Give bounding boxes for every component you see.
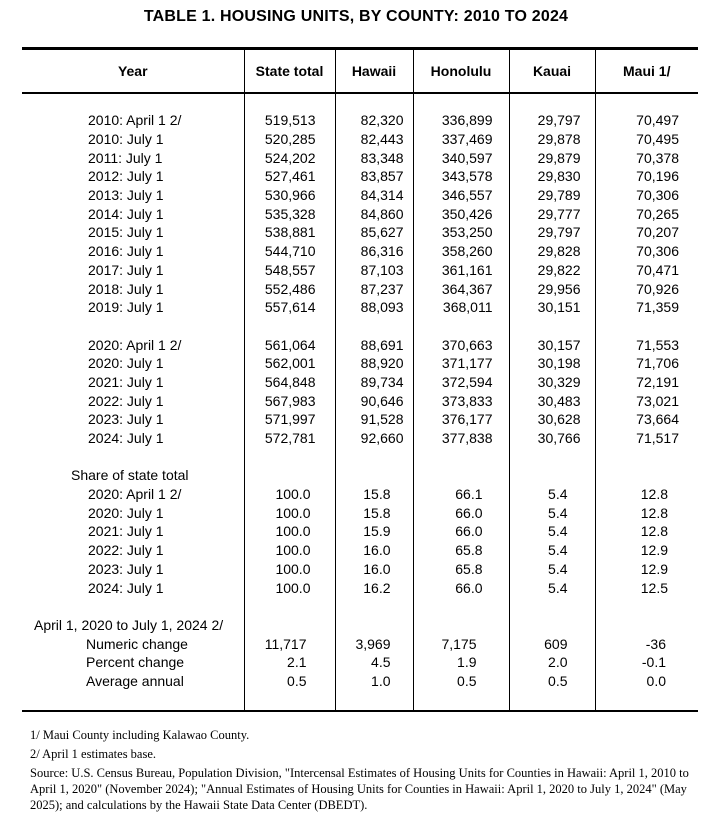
cell-value: 373,833 [413,391,509,410]
table-row [22,391,698,410]
table-row [22,261,698,280]
table-row [22,148,698,167]
table-row [22,279,698,298]
row-label: 2010: April 1 2/ [88,112,182,129]
header-state-total: State total [244,49,335,94]
cell-value: 353,250 [413,223,509,242]
cell-value: 100.0 [244,522,335,541]
cell-value: 100.0 [244,578,335,597]
row-label: 2022: July 1 [88,392,164,409]
row-label: 2020: July 1 [88,355,164,372]
cell-value: 12.5 [595,578,698,597]
cell-value: 0.5 [244,672,335,691]
row-label: 2016: July 1 [88,243,164,260]
cell-value: 11,717 [244,634,335,653]
cell-value: 561,064 [244,335,335,354]
cell-value: 85,627 [335,223,413,242]
cell-value: 0.0 [595,672,698,691]
footnotes [30,727,702,813]
cell-value: 70,306 [595,242,698,261]
cell-value: 524,202 [244,148,335,167]
cell-value: 70,926 [595,279,698,298]
row-label: Average annual [86,672,184,689]
cell-value: 370,663 [413,335,509,354]
cell-value: 71,359 [595,298,698,317]
table-row [22,204,698,223]
cell-value: 29,797 [509,111,595,130]
cell-value: 5.4 [509,503,595,522]
table-row [22,335,698,354]
table-row [22,653,698,672]
cell-value: 86,316 [335,242,413,261]
table-row [22,242,698,261]
table-row [22,429,698,448]
cell-value: 12.8 [595,485,698,504]
cell-value: 70,196 [595,167,698,186]
cell-value: 65.8 [413,560,509,579]
table-end-row [22,690,698,711]
cell-value: 70,306 [595,186,698,205]
cell-value: 30,483 [509,391,595,410]
cell-value: 2.0 [509,653,595,672]
cell-value: 530,966 [244,186,335,205]
cell-value: 66.0 [413,578,509,597]
cell-value: 82,443 [335,130,413,149]
table-row [22,541,698,560]
cell-value: 73,021 [595,391,698,410]
source-note: Source: U.S. Census Bureau, Population Division, "Intercensal Estimates of Housing Units for Counties in Hawaii: April 1, 2010 to April 1, 2020" (November 2024); "Annual Estimates of Housing Units for Counties in Hawaii: April 1, 2020 to July 1, 2024" (May 2025); and calculations by the Hawaii State Data Center (DBEDT). [30,766,689,812]
cell-value: 527,461 [244,167,335,186]
cell-value: 71,706 [595,354,698,373]
row-label: 2024: July 1 [88,579,164,596]
cell-value: 70,378 [595,148,698,167]
cell-value: 3,969 [335,634,413,653]
cell-value: 88,920 [335,354,413,373]
cell-value: 346,557 [413,186,509,205]
cell-value: 336,899 [413,111,509,130]
header-honolulu: Honolulu [413,49,509,94]
cell-value: 100.0 [244,560,335,579]
cell-value: 29,828 [509,242,595,261]
spacer-row [22,447,698,466]
cell-value: 519,513 [244,111,335,130]
cell-value: 376,177 [413,410,509,429]
cell-value: 100.0 [244,503,335,522]
cell-value: 30,198 [509,354,595,373]
table-row [22,167,698,186]
table-row [22,578,698,597]
cell-value: 538,881 [244,223,335,242]
change-heading [22,616,698,635]
cell-value: 30,628 [509,410,595,429]
cell-value: 100.0 [244,541,335,560]
cell-value: 2.1 [244,653,335,672]
spacer-row [22,93,698,111]
cell-value: 16.2 [335,578,413,597]
cell-value: 337,469 [413,130,509,149]
table-row [22,186,698,205]
cell-value: 343,578 [413,167,509,186]
cell-value: 15.8 [335,485,413,504]
cell-value: 73,664 [595,410,698,429]
cell-value: 92,660 [335,429,413,448]
cell-value: 70,265 [595,204,698,223]
cell-value: 100.0 [244,485,335,504]
cell-value: 535,328 [244,204,335,223]
table-row [22,672,698,691]
cell-value: 84,860 [335,204,413,223]
cell-value: 29,797 [509,223,595,242]
cell-value: 29,830 [509,167,595,186]
row-label: 2021: July 1 [88,373,164,390]
cell-value: 15.9 [335,522,413,541]
cell-value: 371,177 [413,354,509,373]
cell-value: 361,161 [413,261,509,280]
cell-value: 83,857 [335,167,413,186]
row-label: 2015: July 1 [88,224,164,241]
cell-value: 364,367 [413,279,509,298]
housing-units-table [22,47,698,712]
cell-value: 340,597 [413,148,509,167]
cell-value: 16.0 [335,541,413,560]
cell-value: 0.5 [413,672,509,691]
share-heading-label: Share of state total [71,467,189,484]
table-row [22,373,698,392]
cell-value: 0.5 [509,672,595,691]
spacer-row [22,317,698,336]
cell-value: 29,956 [509,279,595,298]
row-label: 2011: July 1 [88,149,163,166]
cell-value: 12.8 [595,503,698,522]
header-hawaii: Hawaii [335,49,413,94]
row-label: 2018: July 1 [88,280,164,297]
cell-value: 88,691 [335,335,413,354]
cell-value: 91,528 [335,410,413,429]
cell-value: 66.0 [413,522,509,541]
cell-value: 368,011 [413,298,509,317]
header-year: Year [22,49,244,94]
row-label: 2014: July 1 [88,205,164,222]
cell-value: 15.8 [335,503,413,522]
table-row [22,111,698,130]
header-row [22,49,698,94]
table-row [22,130,698,149]
cell-value: 564,848 [244,373,335,392]
row-label: 2023: July 1 [88,560,164,577]
cell-value: 557,614 [244,298,335,317]
cell-value: 12.9 [595,541,698,560]
cell-value: 66.1 [413,485,509,504]
row-label: 2022: July 1 [88,542,164,559]
row-label: 2020: April 1 2/ [88,336,182,353]
cell-value: 1.9 [413,653,509,672]
cell-value: 87,103 [335,261,413,280]
cell-value: 83,348 [335,148,413,167]
cell-value: 87,237 [335,279,413,298]
row-label: 2017: July 1 [88,261,164,278]
table-title: TABLE 1. HOUSING UNITS, BY COUNTY: 2010 TO 2024 [143,8,569,25]
cell-value: 29,879 [509,148,595,167]
cell-value: 88,093 [335,298,413,317]
row-label: 2020: April 1 2/ [88,486,182,503]
cell-value: 12.9 [595,560,698,579]
cell-value: 5.4 [509,522,595,541]
cell-value: 71,517 [595,429,698,448]
cell-value: 29,822 [509,261,595,280]
table-row [22,298,698,317]
cell-value: 358,260 [413,242,509,261]
cell-value: 89,734 [335,373,413,392]
cell-value: 30,329 [509,373,595,392]
table-row [22,485,698,504]
cell-value: 82,320 [335,111,413,130]
row-label: 2023: July 1 [88,411,164,428]
cell-value: -0.1 [595,653,698,672]
table-row [22,410,698,429]
cell-value: 70,471 [595,261,698,280]
cell-value: 30,151 [509,298,595,317]
cell-value: 571,997 [244,410,335,429]
cell-value: 7,175 [413,634,509,653]
row-label: 2012: July 1 [88,168,164,185]
row-label: 2020: July 1 [88,504,164,521]
table-row [22,560,698,579]
cell-value: 5.4 [509,485,595,504]
cell-value: 30,766 [509,429,595,448]
cell-value: 372,594 [413,373,509,392]
cell-value: -36 [595,634,698,653]
cell-value: 572,781 [244,429,335,448]
table-row [22,503,698,522]
row-label: Numeric change [86,635,188,652]
row-label: 2010: July 1 [88,131,164,148]
cell-value: 65.8 [413,541,509,560]
row-label: 2019: July 1 [88,299,164,316]
cell-value: 1.0 [335,672,413,691]
footnote-april: 2/ April 1 estimates base. [30,747,157,761]
table-row [22,522,698,541]
cell-value: 90,646 [335,391,413,410]
cell-value: 29,789 [509,186,595,205]
cell-value: 567,983 [244,391,335,410]
cell-value: 377,838 [413,429,509,448]
change-heading-label: April 1, 2020 to July 1, 2024 2/ [34,616,224,633]
cell-value: 84,314 [335,186,413,205]
cell-value: 29,878 [509,130,595,149]
cell-value: 70,495 [595,130,698,149]
cell-value: 70,497 [595,111,698,130]
cell-value: 72,191 [595,373,698,392]
cell-value: 4.5 [335,653,413,672]
header-kauai: Kauai [509,49,595,94]
cell-value: 70,207 [595,223,698,242]
cell-value: 562,001 [244,354,335,373]
cell-value: 66.0 [413,503,509,522]
table-row [22,634,698,653]
table-row [22,223,698,242]
row-label: 2024: July 1 [88,430,164,447]
row-label: 2021: July 1 [88,523,164,540]
cell-value: 5.4 [509,560,595,579]
row-label: Percent change [86,654,185,671]
cell-value: 5.4 [509,578,595,597]
cell-value: 16.0 [335,560,413,579]
cell-value: 30,157 [509,335,595,354]
cell-value: 548,557 [244,261,335,280]
cell-value: 552,486 [244,279,335,298]
cell-value: 29,777 [509,204,595,223]
cell-value: 350,426 [413,204,509,223]
row-label: 2013: July 1 [88,187,164,204]
cell-value: 71,553 [595,335,698,354]
footnote-maui: 1/ Maui County including Kalawao County. [30,728,250,742]
share-heading [22,466,698,485]
cell-value: 609 [509,634,595,653]
cell-value: 5.4 [509,541,595,560]
table-row [22,354,698,373]
cell-value: 520,285 [244,130,335,149]
cell-value: 544,710 [244,242,335,261]
spacer-row [22,597,698,616]
cell-value: 12.8 [595,522,698,541]
header-maui: Maui 1/ [595,49,698,94]
